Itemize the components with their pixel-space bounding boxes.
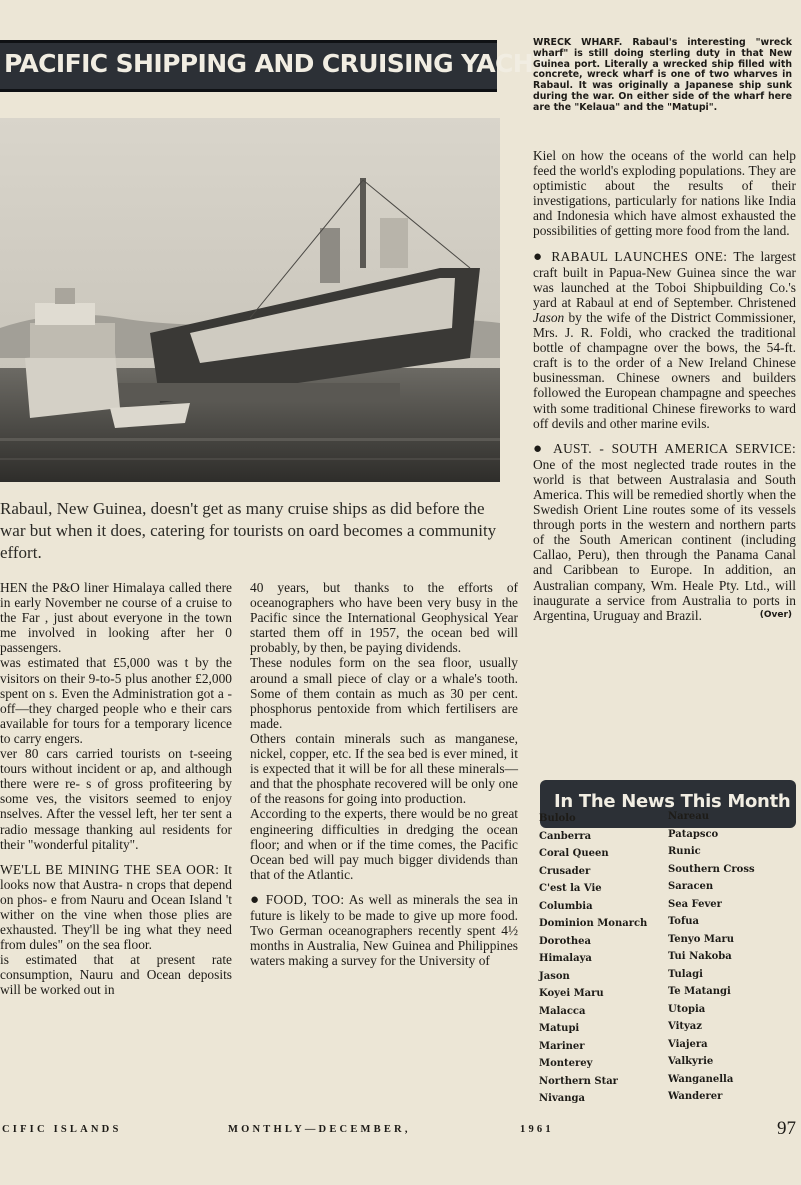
paragraph: 40 years, but thanks to the efforts of oceanographers who have been very busy in the Pacific since the International Geophysical Year started them off in 1957, the ocean bed will probably, by then, be paying dividends. bbox=[250, 580, 518, 656]
list-item: Nareau bbox=[668, 811, 710, 822]
section-heading: RABAUL LAUNCHES ONE: bbox=[551, 248, 728, 264]
section-body: by the wife of the District Commissioner, Mrs. J. R. Foldi, who cracked the traditional bottle of champagne over the bows, the 54-ft. craft is to the order of a New Ireland Chinese businessman. Chinese owners and builders followed the European champagne and speeches with some traditional Chinese fireworks to ward off devils and other marine evils. bbox=[533, 309, 796, 431]
footer-publication: CIFIC ISLANDS bbox=[2, 1124, 122, 1135]
list-item: Jason bbox=[539, 970, 570, 982]
wreck-wharf-photo bbox=[0, 118, 500, 482]
list-item: Tofua bbox=[668, 916, 700, 927]
list-item: Viajera bbox=[668, 1038, 708, 1050]
footer-issue: MONTHLY—DECEMBER, bbox=[228, 1124, 411, 1135]
list-item: Columbia bbox=[539, 900, 593, 912]
paragraph: is estimated that at present rate consumption, Nauru and Ocean deposits will be worked out in bbox=[0, 952, 232, 998]
ship-list-left bbox=[539, 810, 669, 1108]
paragraph: was estimated that £5,000 was t by the visitors on their 9-to-5 plus another £2,000 spent on s. Even the Administration got a -off—they charged people who e their cars available for tours for a temporary licence to carry engers. bbox=[0, 655, 232, 746]
section-paragraph bbox=[533, 249, 796, 431]
section-heading: WE'LL BE MINING THE SEA OOR: bbox=[0, 861, 220, 877]
article-title: PACIFIC SHIPPING AND CRUISING YACHTS bbox=[4, 49, 567, 78]
list-item: Nivanga bbox=[539, 1093, 585, 1104]
footer-year: 1961 bbox=[520, 1124, 554, 1135]
article-banner bbox=[0, 40, 567, 92]
list-item: Vityaz bbox=[668, 1021, 702, 1032]
paragraph: HEN the P&O liner Himalaya called there in early November ne course of a cruise to the Far , just about everyone in the town me involved in looking after her 0 passengers. bbox=[0, 580, 232, 656]
column-left bbox=[0, 580, 232, 998]
news-title: In The News This Month bbox=[554, 791, 791, 812]
list-item: Tui Nakoba bbox=[668, 951, 732, 962]
list-item: Wanganella bbox=[668, 1073, 734, 1085]
section-body: One of the most neglected trade routes in the world is that between Australasia and South America. This will be remedied shortly when the Swedish Orient Line routes some of its vessels through ports in the western and northern parts of the South American continent (including Callao, Peru), then through the Panama Canal and Caribbean to Europe. In addition, an Australian company, Wm. Heale Pty. Ltd., will inaugurate a service from Australia to ports in Argentina, Uruguay and Brazil. bbox=[533, 456, 796, 623]
section-body: It looks now that Austra- n crops that depend on phos- e from Nauru and Ocean Island 't wither on the vine when those plies are exhausted. They'll be ing what they need from dules" on the sea floor. bbox=[0, 861, 232, 953]
list-item: Tenyo Maru bbox=[668, 933, 734, 945]
list-item: Patapsco bbox=[668, 828, 719, 840]
section-body: The largest craft built in Papua-New Guinea since the war was launched at the Toboi Shipbuilding Co.'s yard at Rabaul at end of September. Christened bbox=[533, 248, 796, 310]
list-item: Dominion Monarch bbox=[539, 918, 648, 929]
list-item: Southern Cross bbox=[668, 863, 755, 875]
list-item: Utopia bbox=[668, 1003, 706, 1015]
list-item: Canberra bbox=[539, 830, 592, 842]
bullet-icon: ● bbox=[533, 440, 546, 457]
list-item: Matupi bbox=[539, 1023, 580, 1034]
paragraph: These nodules form on the sea floor, usually around a small piece of clay or a whale's tooth. Some of them contain as much as 30 per cent. phosphorus pentoxide from which fertilisers are made. bbox=[250, 655, 518, 731]
list-item: Runic bbox=[668, 846, 701, 857]
list-item: Koyei Maru bbox=[539, 988, 604, 999]
continued-marker: (Over) bbox=[759, 609, 792, 620]
bullet-icon: ● bbox=[533, 248, 546, 265]
section-paragraph bbox=[250, 892, 518, 968]
bullet-icon: ● bbox=[250, 891, 261, 908]
list-item: Crusader bbox=[539, 865, 591, 877]
photo-caption: WRECK WHARF. Rabaul's interesting "wreck wharf" is still doing sterling duty in that New Guinea port. Literally a wrecked ship filled with concrete, wreck wharf is one of two wharves in Rabaul. It was originally a Japanese ship sunk during the war. On either side of the wharf here are the "Kelaua" and the "Matupi". bbox=[533, 37, 792, 113]
paragraph: ver 80 cars carried tourists on t-seeing tours without incident or ap, and although there were re- s of gross profiteering by some ves, the visitors seemed to enjoy nselves. After the vessel left, her ter sent a radio message thanking aul residents for their "wonderful pitality". bbox=[0, 746, 232, 852]
vessel-name: Jason bbox=[533, 309, 565, 325]
section-heading: AUST. - SOUTH AMERICA SERVICE: bbox=[553, 440, 796, 456]
section-paragraph bbox=[533, 441, 796, 623]
page-number: 97 bbox=[777, 1118, 796, 1139]
column-middle bbox=[250, 580, 518, 968]
page-footer bbox=[0, 1124, 801, 1144]
list-item: Coral Queen bbox=[539, 848, 609, 859]
list-item: Northern Star bbox=[539, 1075, 618, 1087]
ship-list-right bbox=[668, 808, 798, 1106]
list-item: Dorothea bbox=[539, 935, 592, 947]
intro-text: Rabaul, New Guinea, doesn't get as many cruise ships as did before the war but when it does, catering for tourists on oard becomes a community effort. bbox=[0, 499, 497, 562]
column-right bbox=[533, 148, 796, 623]
list-item: Himalaya bbox=[539, 953, 592, 964]
list-item: Te Matangi bbox=[668, 986, 731, 997]
list-item: Sea Fever bbox=[668, 898, 722, 910]
list-item: Saracen bbox=[668, 881, 714, 892]
section-heading: FOOD, TOO: bbox=[265, 891, 345, 907]
list-item: Tulagi bbox=[668, 968, 703, 980]
paragraph: According to the experts, there would be no great engineering difficulties in dredging the ocean floor; and when or if the time comes, the Pacific Ocean bed will pay much bigger dividends than that of the Atlantic. bbox=[250, 806, 518, 882]
paragraph: Others contain minerals such as manganese, nickel, copper, etc. If the sea bed is ever mined, it is expected that it will be for all these minerals—and that the phosphate recovered will be only one of the reasons for going into production. bbox=[250, 730, 518, 807]
list-item: Bulolo bbox=[539, 813, 576, 824]
section-paragraph bbox=[0, 862, 232, 953]
section-body: As well as minerals the sea in future is likely to be made to give up more food. Two German oceanographers recently spent 4½ months in Australia, New Guinea and Philippines waters making a survey for the University of bbox=[250, 891, 518, 969]
list-item: Valkyrie bbox=[668, 1056, 714, 1067]
list-item: Malacca bbox=[539, 1005, 586, 1017]
list-item: C'est la Vie bbox=[539, 883, 602, 894]
paragraph: Kiel on how the oceans of the world can help feed the world's exploding populations. They are optimistic about the results of their investigations, particularly for nations like India and Indonesia which have almost exhausted the possibilities of getting more food from the land. bbox=[533, 148, 796, 239]
list-item: Monterey bbox=[539, 1058, 593, 1069]
list-item: Mariner bbox=[539, 1040, 585, 1052]
list-item: Wanderer bbox=[668, 1091, 723, 1102]
